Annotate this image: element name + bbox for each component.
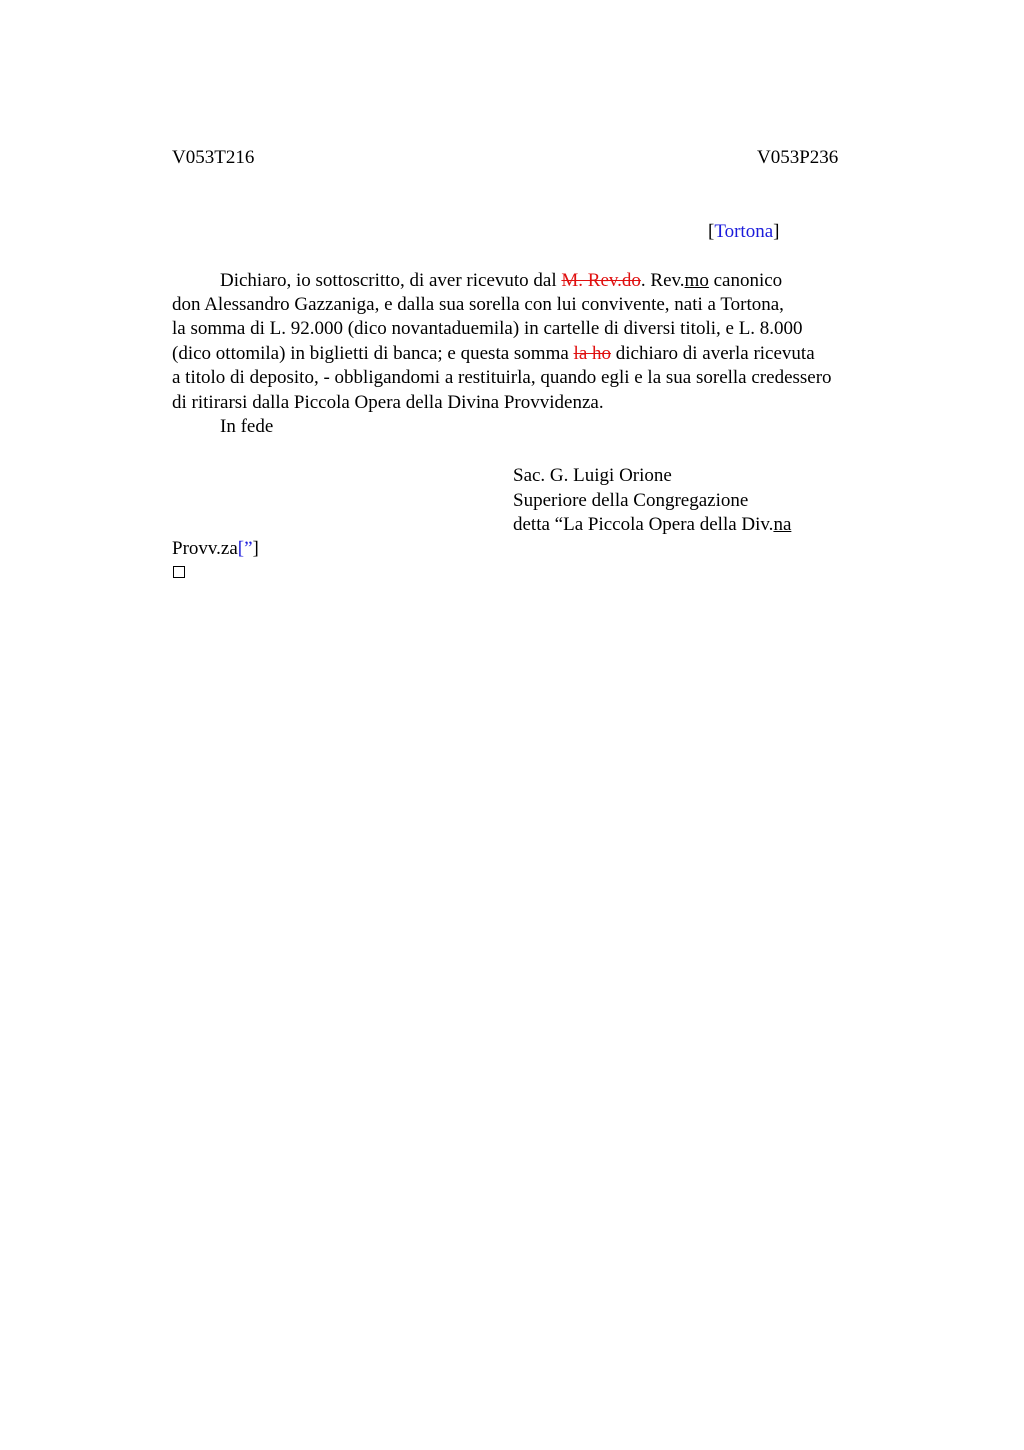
- deleted-text: la ho: [573, 343, 612, 364]
- document-code-right: V053P236: [757, 147, 839, 168]
- signature-title: Superiore della Congregazione: [513, 490, 749, 511]
- body-text: detta “La Piccola Opera della Div.: [513, 514, 774, 535]
- underlined-text: mo: [684, 270, 709, 291]
- document-code-left: V053T216: [172, 147, 255, 168]
- body-text: . Rev.: [640, 270, 685, 291]
- place-heading: [708, 220, 779, 244]
- body-text: (dico ottomila) in biglietti di banca; e questa somma: [172, 343, 574, 364]
- body-text: Provv.za: [172, 538, 238, 559]
- body-line-3: la somma di L. 92.000 (dico novantaduemila) in cartelle di diversi titoli, e L. 8.000: [172, 318, 803, 339]
- editorial-quote: ”: [244, 538, 253, 559]
- body-line-6: di ritirarsi dalla Piccola Opera della Divina Provvidenza.: [172, 392, 604, 413]
- end-marker-square-icon: [173, 566, 185, 578]
- editorial-bracket-close: ]: [252, 538, 259, 559]
- body-line-4: [172, 342, 815, 366]
- body-text: Dichiaro, io sottoscritto, di aver ricevuto dal: [220, 270, 562, 291]
- body-line-5: a titolo di deposito, - obbligandomi a restituirla, quando egli e la sua sorella credessero: [172, 367, 832, 388]
- editorial-bracket-open: [: [237, 538, 245, 559]
- body-text: dichiaro di averla ricevuta: [611, 343, 815, 364]
- body-line-2: don Alessandro Gazzaniga, e dalla sua sorella con lui convivente, nati a Tortona,: [172, 294, 784, 315]
- place-bracket-open: [: [708, 221, 715, 242]
- closing-in-fede: In fede: [220, 416, 274, 437]
- place-name: Tortona: [714, 221, 774, 242]
- place-bracket-close: ]: [773, 221, 780, 242]
- signature-name: Sac. G. Luigi Orione: [513, 465, 672, 486]
- signature-congregation: [513, 513, 791, 537]
- body-text: canonico: [708, 270, 783, 291]
- body-line-1: [220, 269, 782, 293]
- deleted-text: M. Rev.do: [561, 270, 641, 291]
- underlined-text: na: [773, 514, 792, 535]
- signature-continuation: [172, 537, 259, 561]
